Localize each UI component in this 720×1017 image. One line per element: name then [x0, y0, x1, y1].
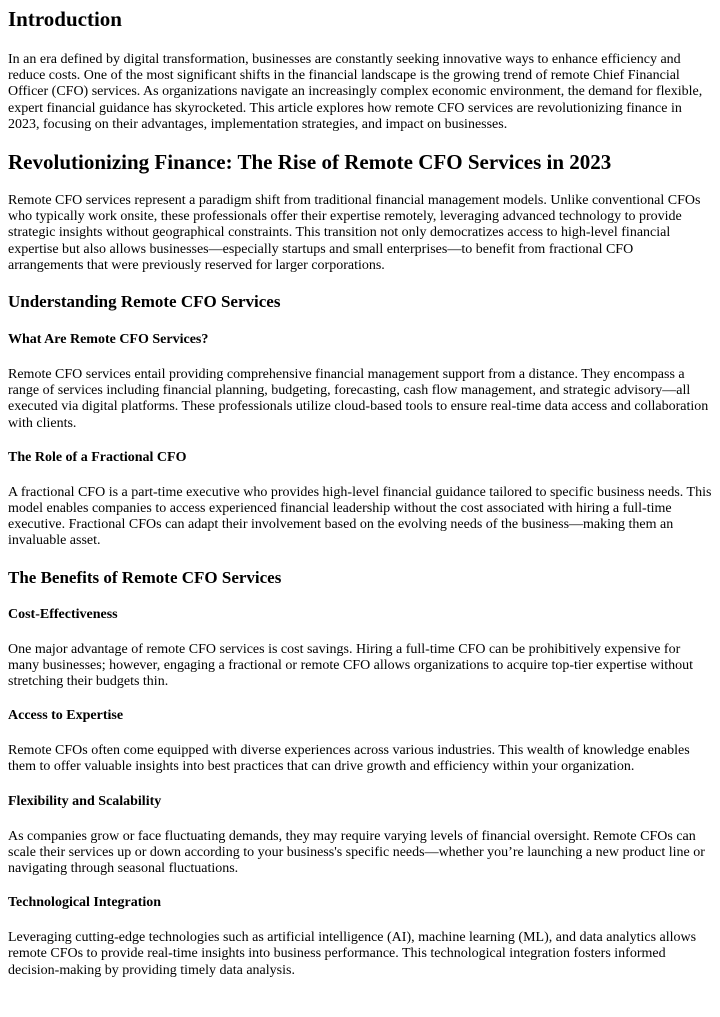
understanding-heading: Understanding Remote CFO Services: [8, 292, 281, 312]
what-are-heading: What Are Remote CFO Services?: [8, 332, 209, 348]
cost-effectiveness-heading: Cost-Effectiveness: [8, 606, 118, 622]
revolutionizing-heading: Revolutionizing Finance: The Rise of Remote CFO Services in 2023: [8, 150, 612, 175]
what-are-paragraph: Remote CFO services entail providing comprehensive financial management support from a distance. They encompass a range of services including financial planning, budgeting, forecasting, cash flow management, and strategic advisory—all executed via digital platforms. These professionals utilize cloud-based tools to ensure real-time data access and collaboration with clients.: [8, 367, 709, 431]
introduction-heading: Introduction: [8, 7, 122, 31]
introduction-paragraph: In an era defined by digital transformation, businesses are constantly seeking innovative ways to enhance efficiency and reduce costs. One of the most significant shifts in the financial landscape is the growing trend of remote Chief Financial Officer (CFO) services. As organizations navigate an increasingly complex economic environment, the demand for flexible, expert financial guidance has skyrocketed. This article explores how remote CFO services are revolutionizing finance in 2023, focusing on their advantages, implementation strategies, and impact on businesses.: [8, 52, 703, 132]
flexibility-heading: Flexibility and Scalability: [8, 793, 162, 809]
fractional-cfo-heading: The Role of a Fractional CFO: [8, 449, 187, 465]
fractional-cfo-paragraph: A fractional CFO is a part-time executive who provides high-level financial guidance tailored to specific business needs. This model enables companies to access experienced financial leadership without the cost associated with hiring a full-time executive. Fractional CFOs can adapt their involvement based on the evolving needs of the business—making them an invaluable asset.: [8, 484, 712, 549]
access-expertise-heading: Access to Expertise: [8, 708, 124, 724]
access-expertise-paragraph: Remote CFOs often come equipped with diverse experiences across various industries. This wealth of knowledge enables them to offer valuable insights into best practices that can drive growth and efficiency within your organization.: [8, 743, 690, 775]
benefits-heading: The Benefits of Remote CFO Services: [8, 567, 282, 587]
technological-integration-paragraph: Leveraging cutting-edge technologies such as artificial intelligence (AI), machine learning (ML), and data analytics allows remote CFOs to provide real-time insights into business performance. This technological integration fosters informed decision-making by providing timely data analysis.: [8, 930, 697, 978]
cost-effectiveness-paragraph: One major advantage of remote CFO services is cost savings. Hiring a full-time CFO can be prohibitively expensive for many businesses; however, engaging a fractional or remote CFO allows organizations to acquire top-tier expertise without stretching their budgets thin.: [8, 641, 693, 690]
technological-integration-heading: Technological Integration: [8, 895, 162, 911]
revolutionizing-paragraph: Remote CFO services represent a paradigm shift from traditional financial management models. Unlike conventional CFOs who typically work onsite, these professionals offer their expertise remotely, leveraging advanced technology to provide strategic insights without geographical constraints. This transition not only democratizes access to high-level financial expertise but also allows businesses—especially startups and small enterprises—to benefit from fractional CFO arrangements that were previously reserved for larger corporations.: [8, 193, 701, 273]
flexibility-paragraph: As companies grow or face fluctuating demands, they may require varying levels of financial oversight. Remote CFOs can scale their services up or down according to your business's specific needs—whether you’re launching a new product line or navigating through seasonal fluctuations.: [8, 828, 705, 877]
